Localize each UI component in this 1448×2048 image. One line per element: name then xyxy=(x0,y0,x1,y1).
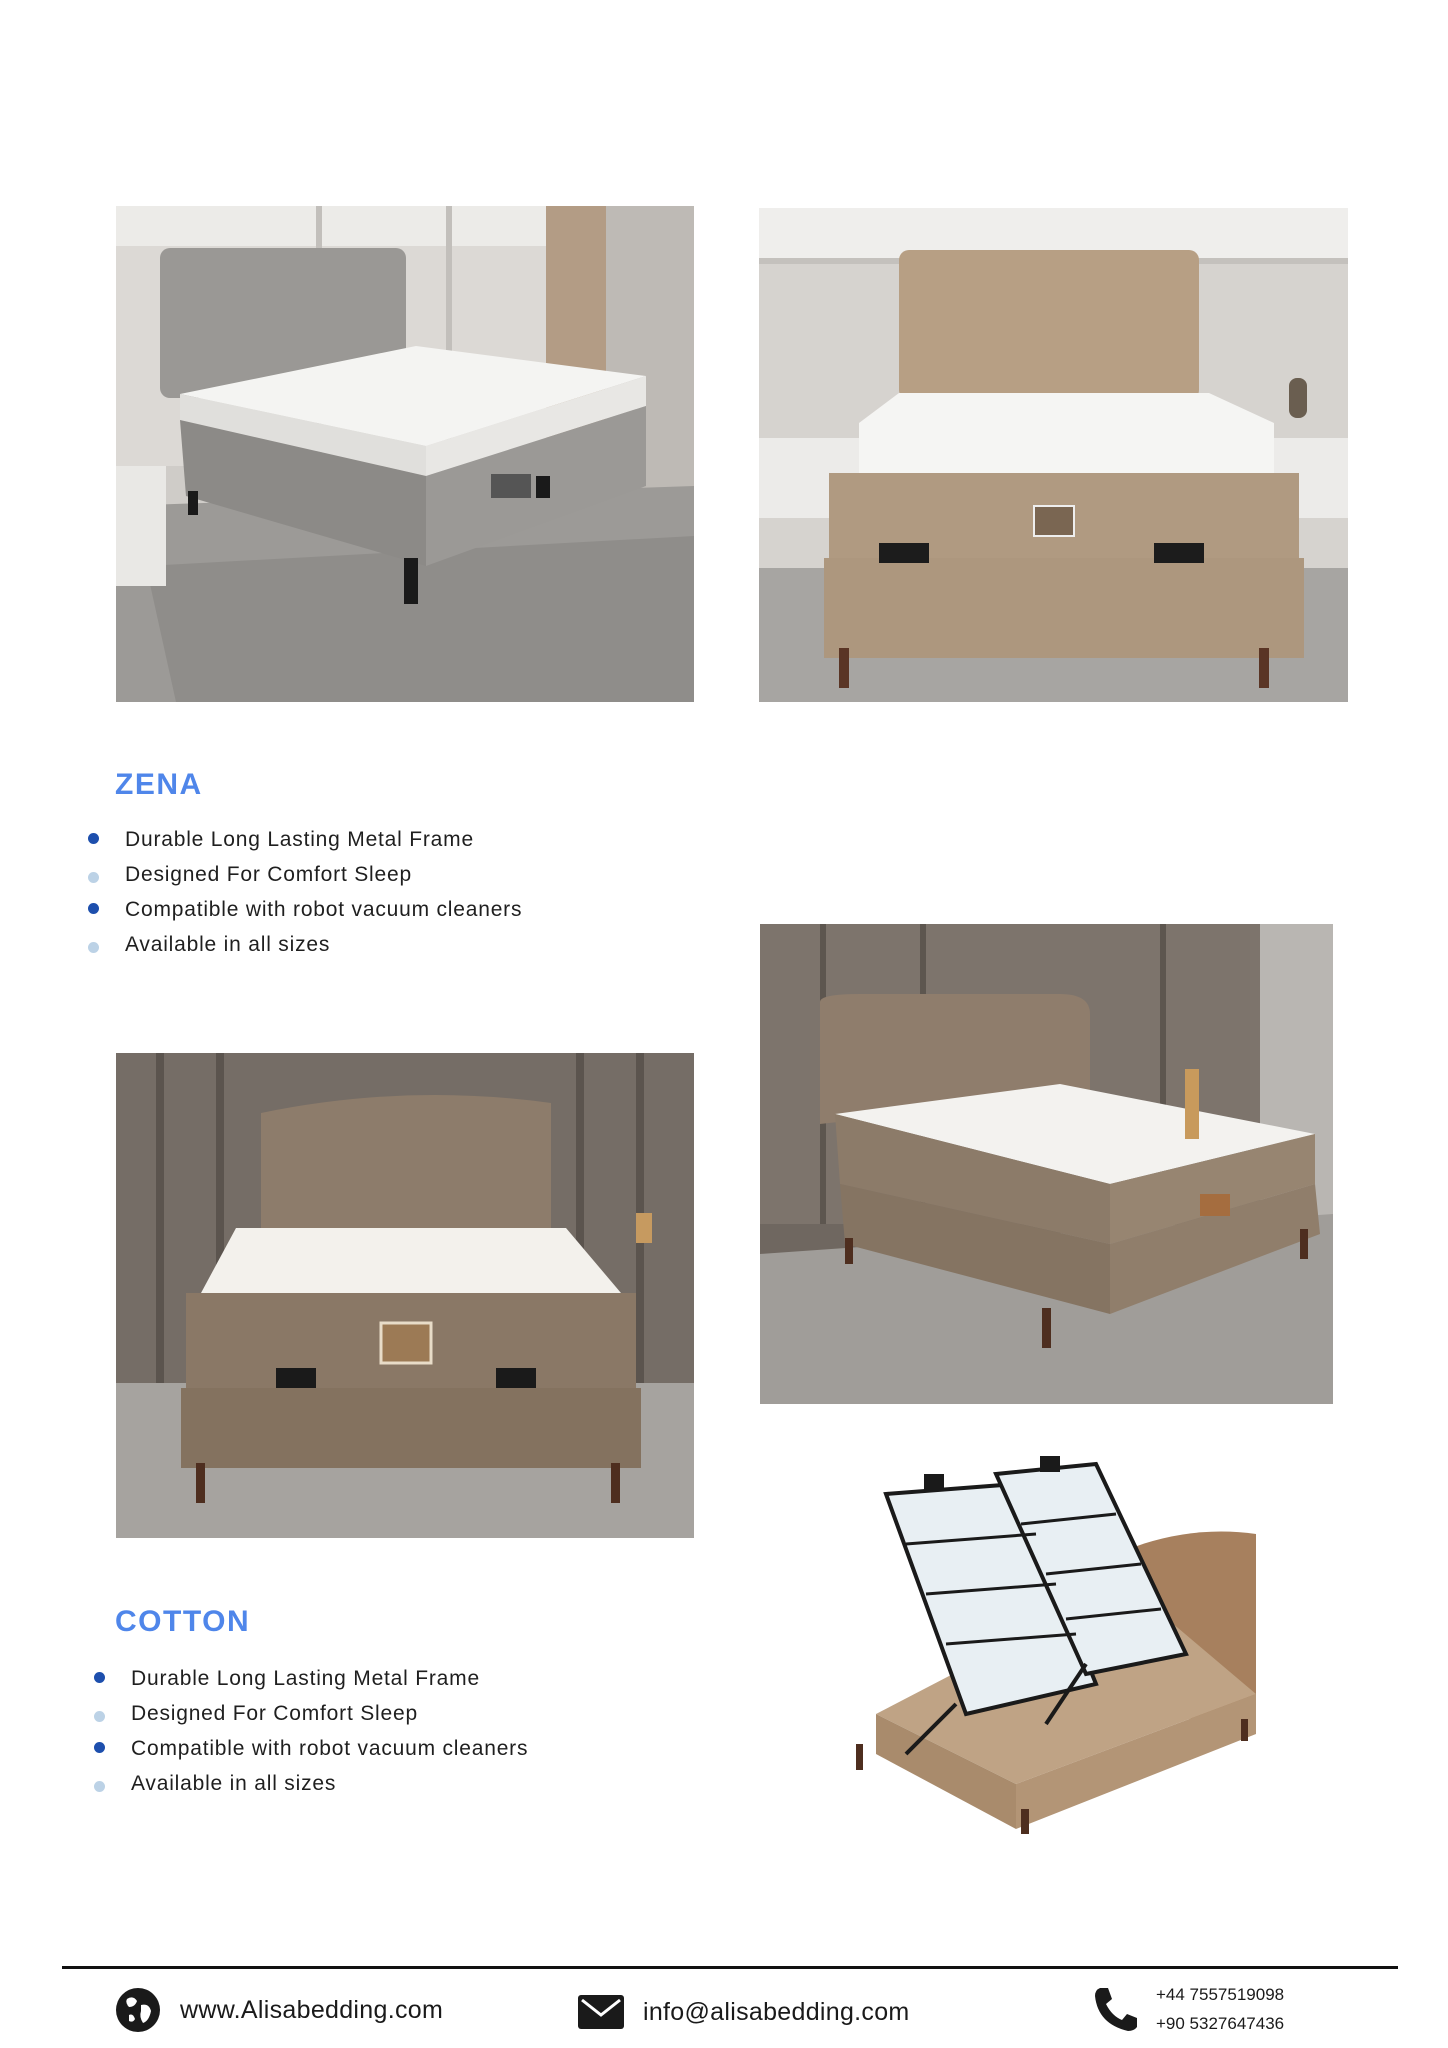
footer-divider xyxy=(62,1966,1398,1969)
bullet-dot xyxy=(94,1672,105,1683)
list-item: Durable Long Lasting Metal Frame xyxy=(94,1661,528,1696)
zena-photo-beige xyxy=(759,208,1348,702)
list-item: Designed For Comfort Sleep xyxy=(88,857,522,892)
bullet-dot xyxy=(88,942,99,953)
phone-icon xyxy=(1094,1986,1138,2032)
zena-photo-grey xyxy=(116,206,694,702)
bullet-dot xyxy=(94,1742,105,1753)
bullet-dot xyxy=(88,903,99,914)
email-link[interactable]: info@alisabedding.com xyxy=(643,1998,910,2026)
list-item: Compatible with robot vacuum cleaners xyxy=(94,1731,528,1766)
list-item: Available in all sizes xyxy=(88,927,522,962)
phone-number-tr[interactable]: +90 5327647436 xyxy=(1156,2014,1285,2033)
cotton-photo-angled xyxy=(760,924,1333,1404)
feature-list-cotton xyxy=(94,1661,528,1801)
bullet-dot xyxy=(88,872,99,883)
list-item: Compatible with robot vacuum cleaners xyxy=(88,892,522,927)
phone-number-uk[interactable]: +44 7557519098 xyxy=(1156,1985,1285,2004)
cotton-photo-front xyxy=(116,1053,694,1538)
bullet-dot xyxy=(88,833,99,844)
list-item: Designed For Comfort Sleep xyxy=(94,1696,528,1731)
envelope-icon xyxy=(578,1995,624,2029)
feature-list-zena xyxy=(88,822,522,962)
phone-numbers xyxy=(1156,1980,1284,2038)
product-title-zena: ZENA xyxy=(115,768,203,801)
cotton-photo-storage xyxy=(846,1454,1262,1834)
list-item: Durable Long Lasting Metal Frame xyxy=(88,822,522,857)
globe-icon xyxy=(115,1987,161,2033)
website-link[interactable]: www.Alisabedding.com xyxy=(180,1996,444,2024)
bullet-dot xyxy=(94,1711,105,1722)
product-title-cotton: COTTON xyxy=(115,1605,251,1638)
bullet-dot xyxy=(94,1781,105,1792)
list-item: Available in all sizes xyxy=(94,1766,528,1801)
